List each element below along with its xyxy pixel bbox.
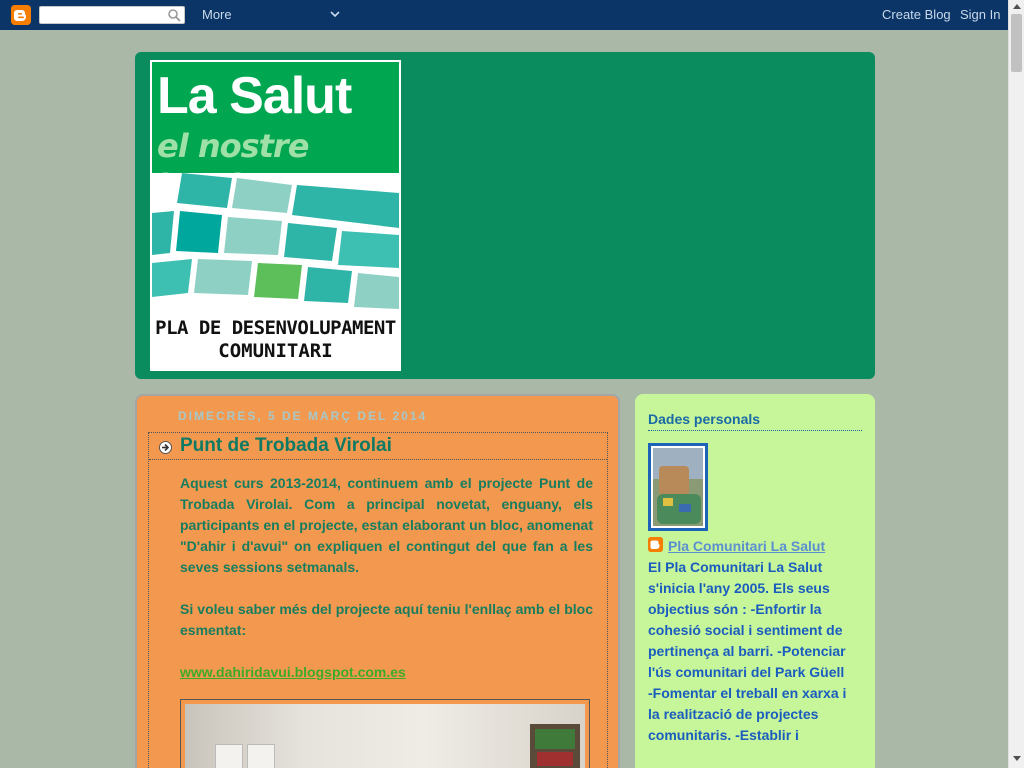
blogger-icon[interactable] (11, 5, 31, 25)
blogger-navbar (0, 0, 1008, 30)
search-input[interactable] (39, 6, 185, 24)
blog-logo[interactable] (150, 60, 401, 371)
scroll-up-arrow-icon[interactable] (1013, 4, 1021, 9)
post-paragraph: Aquest curs 2013-2014, continuem amb el projecte Punt de Trobada Virolai. Com a principal novetat, enguany, els participants en el projecte, estan elaborant un bloc, anomenat "D'ahir i d'avui" on expliquen el contingut del que fan a les seves sessions setmanals. (180, 475, 593, 575)
arrow-right-icon (159, 441, 172, 454)
blogger-icon (648, 537, 663, 552)
post-date-header: DIMECRES, 5 DE MARÇ DEL 2014 (178, 409, 428, 423)
scroll-thumb[interactable] (1011, 14, 1022, 72)
logo-top-band (152, 62, 399, 173)
search-icon[interactable] (167, 8, 181, 22)
profile-description: El Pla Comunitari La Salut s'inicia l'any 2005. Els seus objectius són : -Enfortir la cohesió social i sentiment de pertinença al barri. -Potenciar l'ús comunitari del Park Güell -Fomentar el treball en xarxa i la realització de projectes comunitaris. -Establir i (648, 559, 847, 743)
sign-in-link[interactable]: Sign In (960, 7, 1001, 22)
profile-photo[interactable] (648, 443, 708, 531)
post-body (180, 473, 593, 704)
sidebar-title: Dades personals (648, 411, 761, 427)
scroll-down-arrow-icon[interactable] (1013, 756, 1021, 761)
post-title-divider (149, 459, 607, 460)
post-paragraph: Si voleu saber més del projecte aquí teniu l'enllaç amb el bloc esmentat: (180, 601, 593, 638)
profile-photo-image (653, 448, 703, 526)
post-external-link[interactable]: www.dahiridavui.blogspot.com.es (180, 664, 406, 680)
logo-buildings-graphic (152, 173, 399, 313)
post-container (148, 432, 608, 768)
post-photo (185, 704, 585, 768)
post-image[interactable] (180, 699, 590, 768)
more-menu-link[interactable]: More (202, 7, 232, 22)
post-title[interactable]: Punt de Trobada Virolai (180, 435, 392, 456)
main-post-column (135, 394, 620, 768)
profile-name-link[interactable]: Pla Comunitari La Salut (668, 538, 826, 554)
logo-caption-line2: COMUNITARI (218, 340, 333, 362)
create-blog-link[interactable]: Create Blog (882, 7, 951, 22)
sidebar (635, 394, 875, 768)
chevron-down-icon[interactable] (329, 8, 341, 20)
logo-subtitle: el nostre (157, 127, 309, 165)
blog-header (135, 52, 875, 379)
sidebar-divider (648, 430, 862, 431)
logo-caption-line1: PLA DE DESENVOLUPAMENT (155, 317, 396, 339)
page-scrollbar[interactable] (1008, 0, 1024, 768)
logo-title: La Salut (157, 67, 352, 125)
